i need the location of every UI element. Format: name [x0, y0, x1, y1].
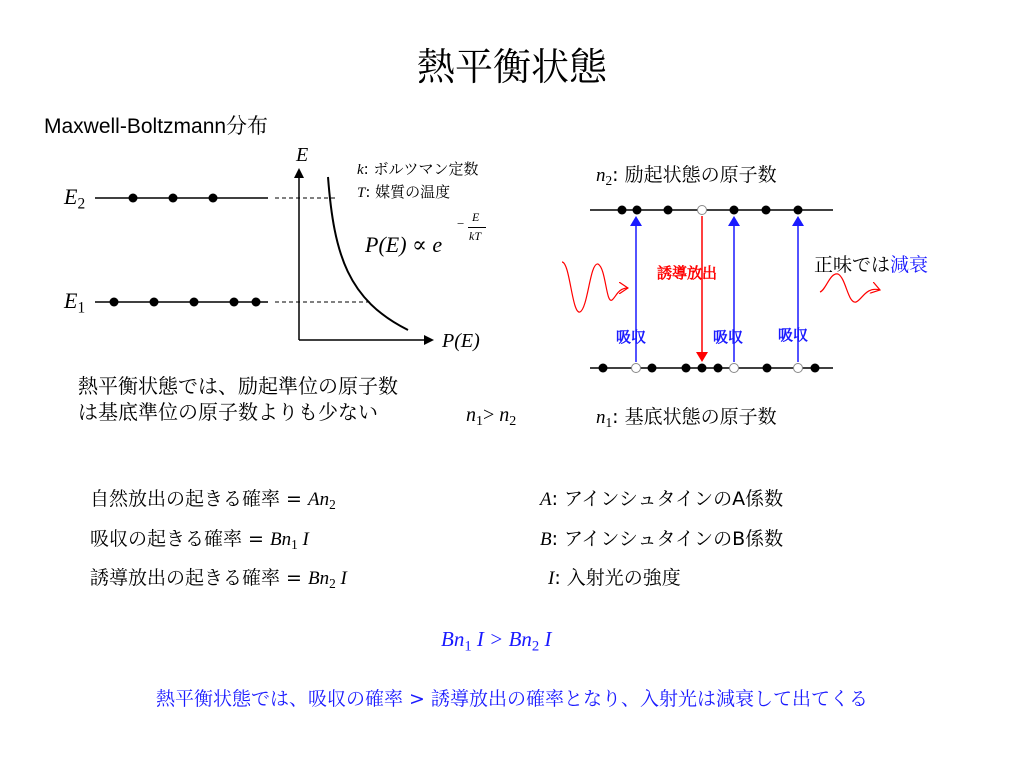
- net-effect-label: 正味では減衰: [814, 254, 929, 276]
- net-effect-result: 減衰: [890, 254, 929, 276]
- absorb-label-1: 吸収: [616, 328, 647, 346]
- axis-energy-label: E: [296, 144, 309, 166]
- legend-boltzmann: k: ボルツマン定数: [357, 160, 479, 178]
- left-note-line2: は基底準位の原子数よりも少ない: [78, 400, 378, 424]
- axis-probability-label: P(E): [442, 330, 480, 352]
- absorb-label-3: 吸収: [778, 326, 809, 344]
- left-note-line1: 熱平衡状態では、励起準位の原子数: [78, 374, 398, 398]
- rate-stimulated: 誘導放出の起きる確率 = $Bn_2$ I: [90, 567, 347, 591]
- population-relation: $n_1> n_2$: [466, 404, 517, 430]
- formula-exp-den: kT: [469, 229, 481, 243]
- def-b-coefficient: B: アインシュタインのB係数: [540, 528, 784, 550]
- page-title: 熱平衡状態: [416, 45, 607, 89]
- lower-level: [590, 364, 833, 373]
- stimulated-emission-label: 誘導放出: [657, 264, 718, 282]
- upper-level-label: $n_2$: 励起状態の原子数: [596, 164, 777, 188]
- conclusion-text: 熱平衡状態では、吸収の確率 > 誘導放出の確率となり、入射光は減衰して出てくる: [155, 688, 868, 710]
- upper-level: [590, 206, 833, 215]
- lower-level-label: $n_1$: 基底状態の原子数: [596, 406, 777, 430]
- rate-inequality: $Bn_1$ $I > Bn_2$ I: [441, 627, 552, 655]
- level-e2-label: $E_2$: [64, 184, 86, 213]
- rate-spontaneous: 自然放出の起きる確率 = $An_2$: [90, 488, 336, 512]
- boltzmann-formula: P(E) ∝ e: [365, 232, 443, 257]
- level-e1: [95, 298, 268, 307]
- def-a-coefficient: A: アインシュタインのA係数: [540, 488, 784, 510]
- output-wave: [820, 274, 880, 302]
- rate-absorption: 吸収の起きる確率 = $Bn_1$ I: [90, 528, 309, 552]
- legend-temperature: T: 媒質の温度: [357, 183, 451, 201]
- absorb-label-2: 吸収: [713, 328, 744, 346]
- def-intensity: I: 入射光の強度: [548, 567, 681, 589]
- formula-exp-bar: [468, 227, 486, 228]
- incident-wave: [562, 262, 628, 312]
- formula-exp-num: E: [472, 210, 480, 224]
- level-e2: [95, 194, 268, 203]
- section-subtitle: Maxwell-Boltzmann分布: [44, 115, 269, 138]
- formula-exp-minus: −: [457, 216, 465, 231]
- level-e1-label: $E_1$: [64, 288, 86, 317]
